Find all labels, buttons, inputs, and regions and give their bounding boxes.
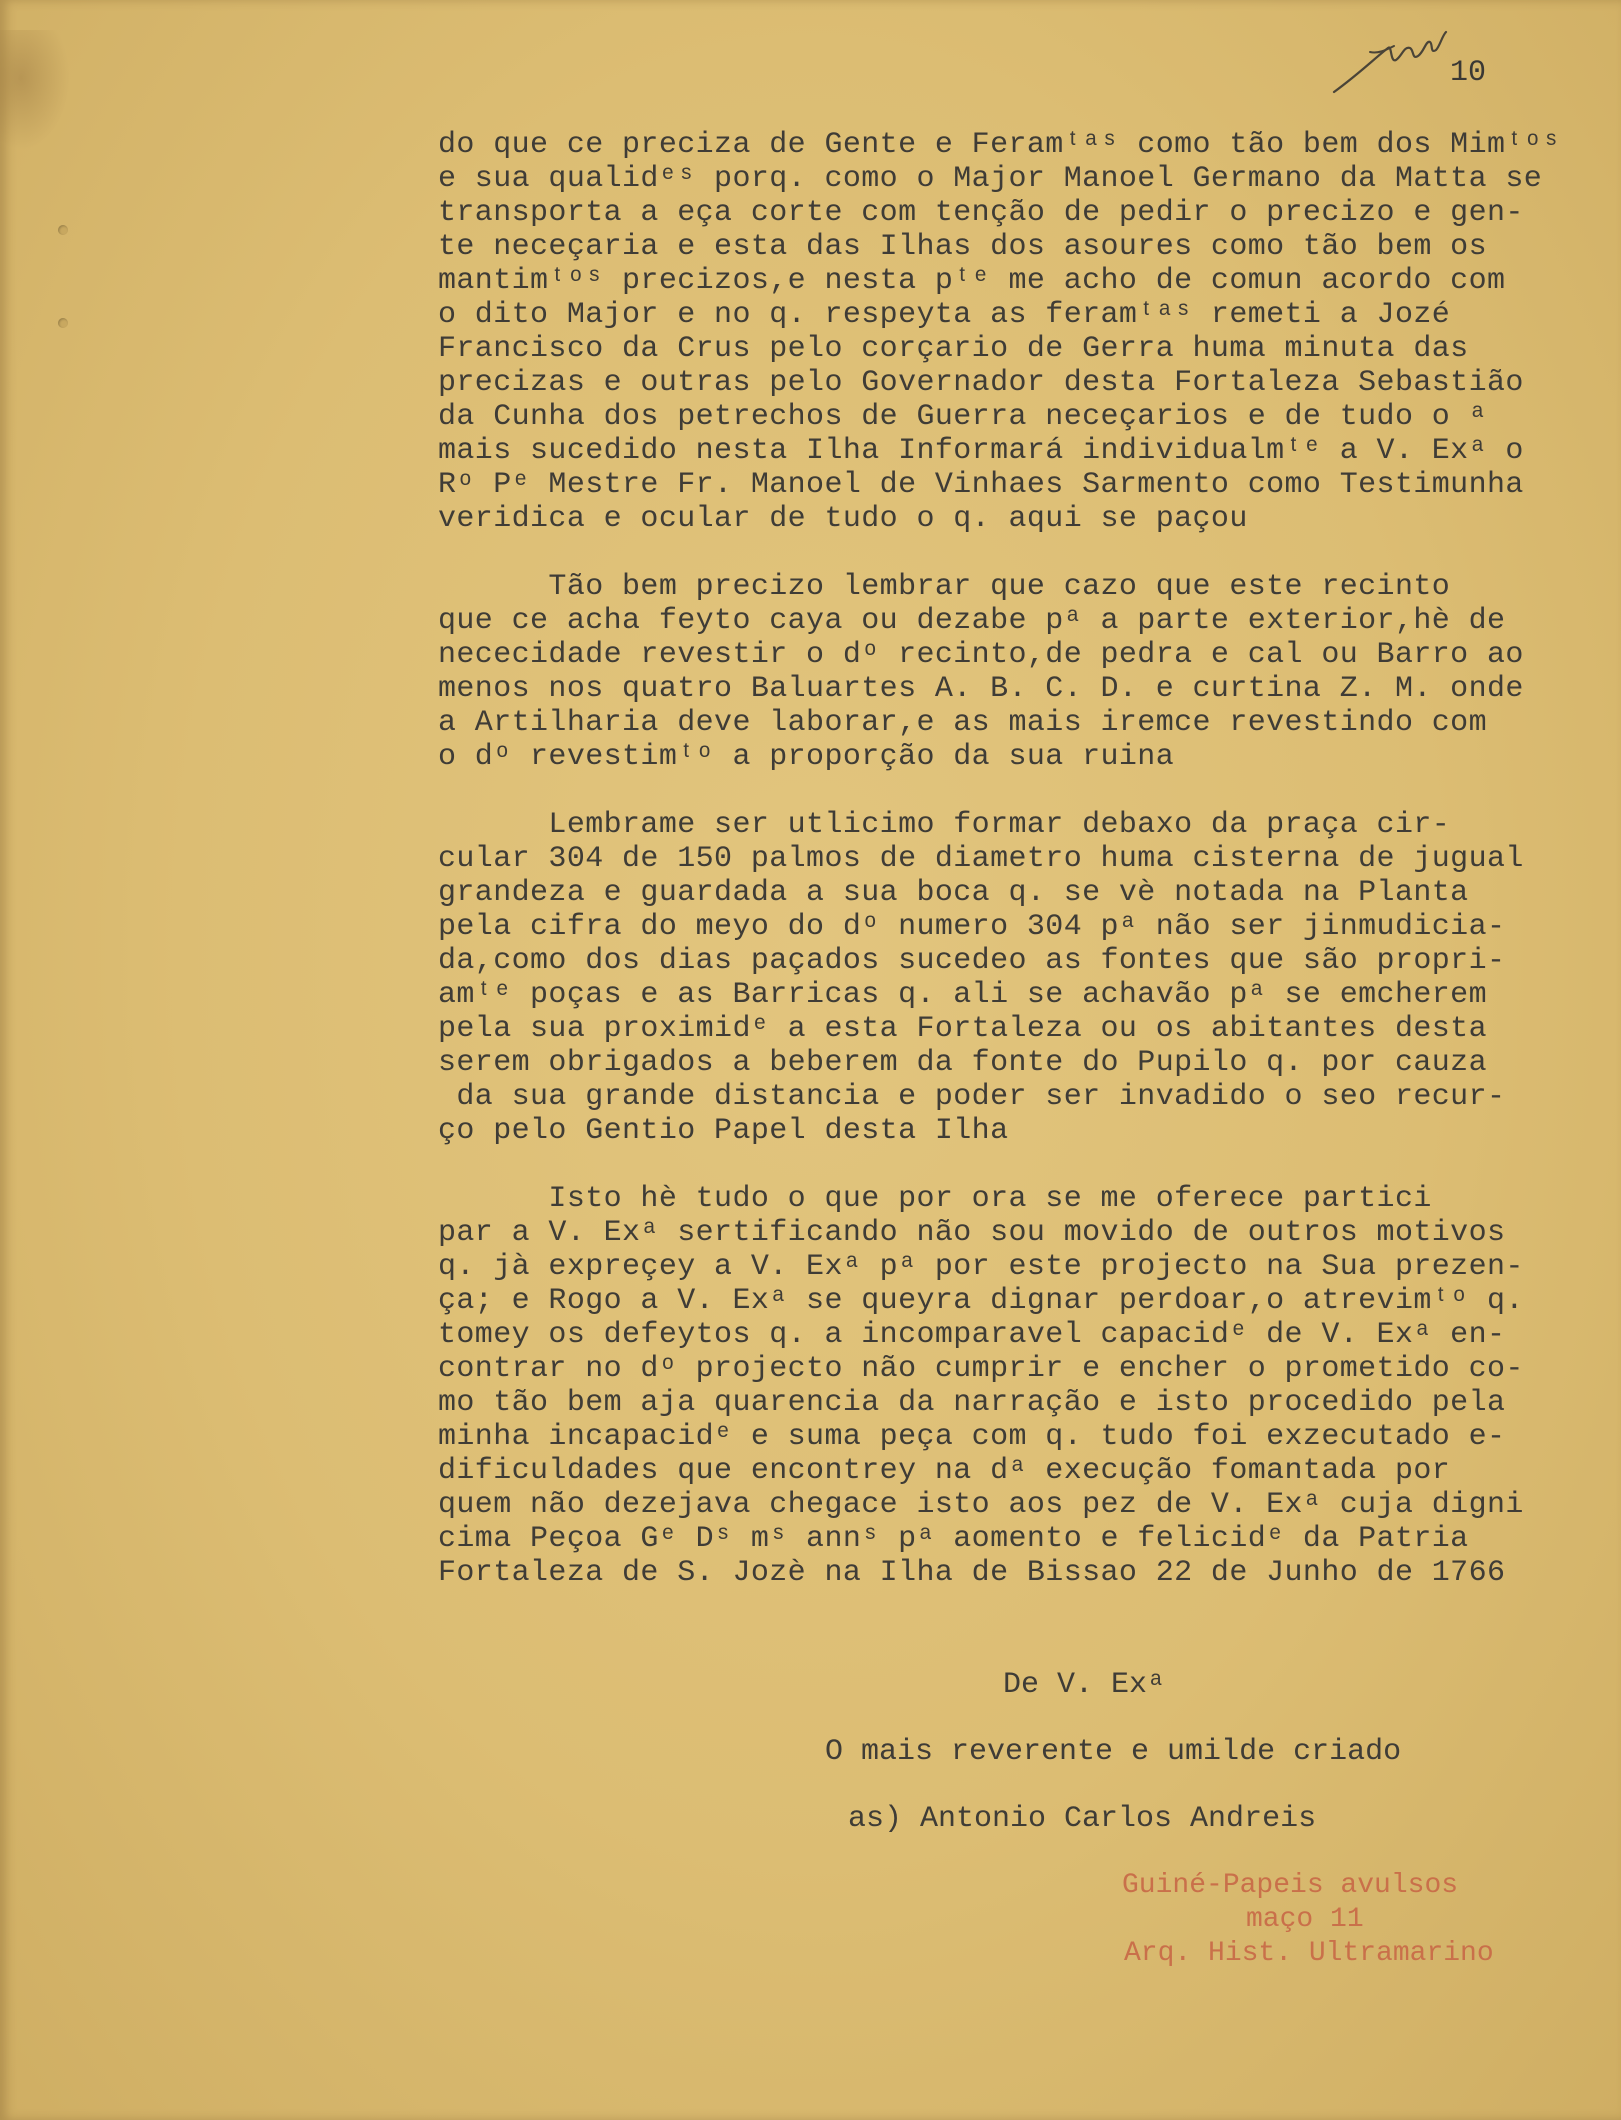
text-line: Fortaleza de S. Jozè na Ilha de Bissao 22 de Junho de 1766 <box>438 1556 1506 1590</box>
text-line: amᵗᵉ poças e as Barricas q. ali se achavão pᵃ se emcherem <box>438 978 1487 1012</box>
text-line: cima Peçoa Gᵉ Dˢ mˢ annˢ pᵃ aomento e felicidᵉ da Patria <box>438 1522 1469 1556</box>
text-line: Francisco da Crus pelo corçario de Gerra huma minuta das <box>438 332 1469 366</box>
text-line: serem obrigados a beberem da fonte do Pupilo q. por cauza <box>438 1046 1487 1080</box>
closing-salutation: De V. Exᵃ <box>1003 1668 1166 1702</box>
text-line: ço pelo Gentio Papel desta Ilha <box>438 1114 1009 1148</box>
text-line: menos nos quatro Baluartes A. B. C. D. e curtina Z. M. onde <box>438 672 1524 706</box>
text-line: o dᵒ revestimᵗᵒ a proporção da sua ruina <box>438 740 1175 774</box>
archive-stamp-line-1: Guiné-Papeis avulsos <box>1122 1870 1459 1901</box>
text-line: par a V. Exᵃ sertificando não sou movido de outros motivos <box>438 1216 1506 1250</box>
text-line: tomey os defeytos q. a incomparavel capacidᵉ de V. Exᵃ en- <box>438 1318 1506 1352</box>
paper-stain <box>0 30 70 150</box>
text-line: veridica e ocular de tudo o q. aqui se paçou <box>438 502 1248 536</box>
page-number: 10 <box>1450 56 1487 90</box>
archive-stamp-line-2: maço 11 <box>1246 1904 1364 1935</box>
text-line: mantimᵗᵒˢ precizos,e nesta pᵗᵉ me acho de comun acordo com <box>438 264 1506 298</box>
text-line: a Artilharia deve laborar,e as mais iremce revestindo com <box>438 706 1487 740</box>
text-line: Lembrame ser utlicimo formar debaxo da praça cir- <box>438 808 1451 842</box>
text-line: que ce acha feyto caya ou dezabe pᵃ a parte exterior,hè de <box>438 604 1506 638</box>
punch-hole <box>58 225 68 235</box>
text-line: do que ce preciza de Gente e Feramᵗᵃˢ como tão bem dos Mimᵗᵒˢ <box>438 128 1561 162</box>
signature: as) Antonio Carlos Andreis <box>848 1802 1317 1836</box>
text-line: Rᵒ Pᵉ Mestre Fr. Manoel de Vinhaes Sarmento como Testimunha <box>438 468 1524 502</box>
text-line: mais sucedido nesta Ilha Informará individualmᵗᵉ a V. Exᵃ o <box>438 434 1524 468</box>
text-line: te neceçaria e esta das Ilhas dos asoures como tão bem os <box>438 230 1487 264</box>
text-line: quem não dezejava chegace isto aos pez de V. Exᵃ cuja digni <box>438 1488 1524 1522</box>
text-line: Isto hè tudo o que por ora se me oferece partici <box>438 1182 1432 1216</box>
closing-courtesy: O mais reverente e umilde criado <box>825 1735 1402 1769</box>
text-line: minha incapacidᵉ e suma peça com q. tudo foi exzecutado e- <box>438 1420 1506 1454</box>
text-line: dificuldades que encontrey na dᵃ execução fomantada por <box>438 1454 1451 1488</box>
text-line: da Cunha dos petrechos de Guerra neceçarios e de tudo o ᵃ <box>438 400 1487 434</box>
text-line: pela cifra do meyo do dᵒ numero 304 pᵃ não ser jinmudicia- <box>438 910 1506 944</box>
text-line: contrar no dᵒ projecto não cumprir e encher o prometido co- <box>438 1352 1524 1386</box>
text-line: precizas e outras pelo Governador desta Fortaleza Sebastião <box>438 366 1524 400</box>
text-line: nececidade revestir o dᵒ recinto,de pedra e cal ou Barro ao <box>438 638 1524 672</box>
text-line: mo tão bem aja quarencia da narração e isto procedido pela <box>438 1386 1506 1420</box>
text-line: ça; e Rogo a V. Exᵃ se queyra dignar perdoar,o atrevimᵗᵒ q. <box>438 1284 1524 1318</box>
handwritten-initials <box>1330 18 1460 98</box>
text-line: cular 304 de 150 palmos de diametro huma cisterna de jugual <box>438 842 1524 876</box>
text-line: transporta a eça corte com tenção de pedir o precizo e gen- <box>438 196 1524 230</box>
text-line: da sua grande distancia e poder ser invadido o seo recur- <box>438 1080 1506 1114</box>
archive-stamp-line-3: Arq. Hist. Ultramarino <box>1124 1938 1494 1969</box>
text-line: grandeza e guardada a sua boca q. se vè notada na Planta <box>438 876 1469 910</box>
text-line: e sua qualidᵉˢ porq. como o Major Manoel Germano da Matta se <box>438 162 1543 196</box>
text-line: q. jà expreçey a V. Exᵃ pᵃ por este projecto na Sua prezen- <box>438 1250 1524 1284</box>
text-line: pela sua proximidᵉ a esta Fortaleza ou os abitantes desta <box>438 1012 1487 1046</box>
punch-hole <box>58 318 68 328</box>
text-line: da,como dos dias paçados sucedeo as fontes que são propri- <box>438 944 1506 978</box>
text-line: Tão bem precizo lembrar que cazo que este recinto <box>438 570 1451 604</box>
text-line: o dito Major e no q. respeyta as feramᵗᵃˢ remeti a Jozé <box>438 298 1451 332</box>
